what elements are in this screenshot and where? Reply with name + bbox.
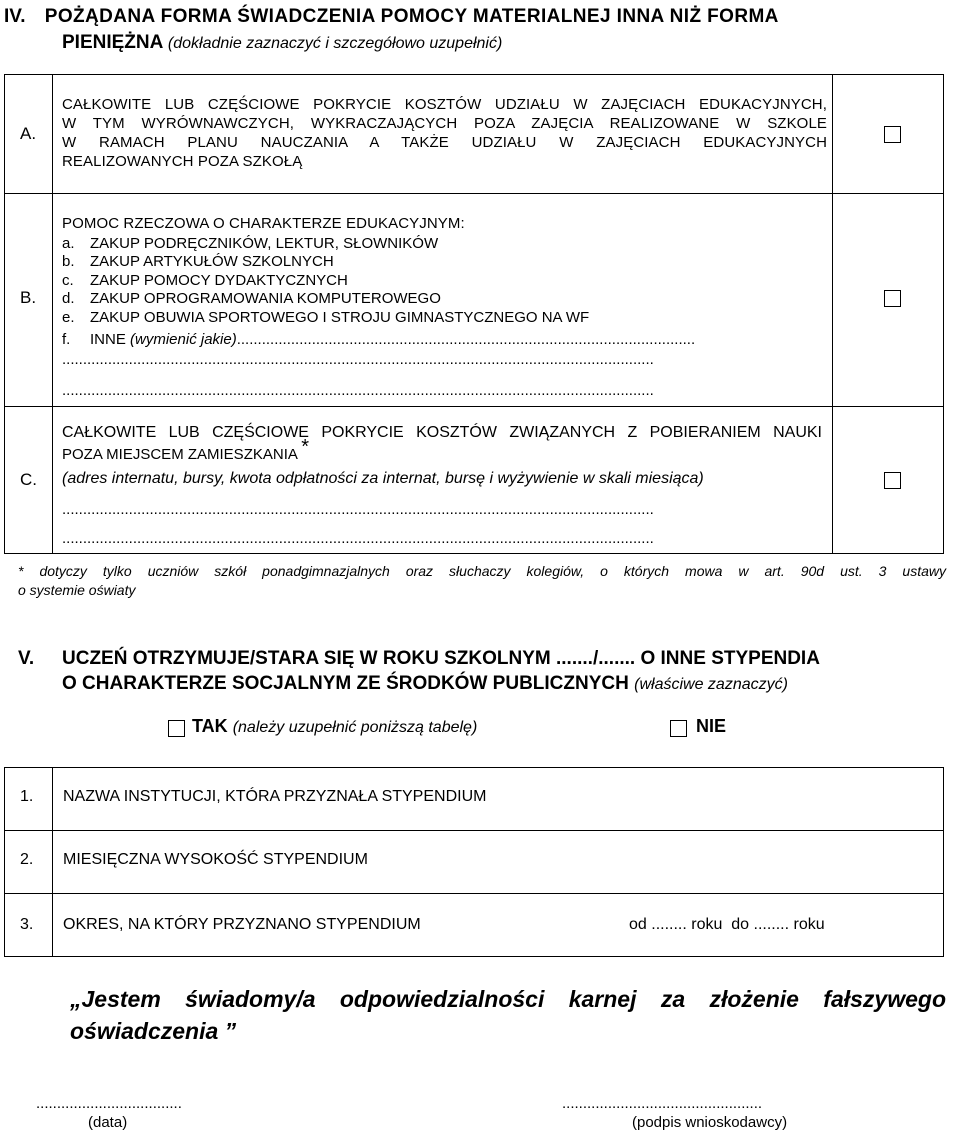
row-b-item-f-dots: .............................................................................................................. — [236, 331, 696, 348]
signature-label: (podpis wnioskodawcy) — [632, 1114, 788, 1131]
footnote-line-1: * dotyczy tylko uczniów szkół ponadgimnazjalnych oraz słuchaczy kolegiów, o których mowa w art. 90d ust. 3 ustawy — [18, 563, 946, 579]
stipend-table-divider — [52, 767, 53, 957]
section-4-number: IV. — [4, 6, 26, 27]
section-4-note: (dokładnie zaznaczyć i szczegółowo uzupełnić) — [167, 35, 503, 52]
stipend-row-divider-1 — [4, 830, 944, 831]
row-b-letter: B. — [20, 288, 37, 307]
row-b-item-b — [62, 253, 334, 271]
tak-option — [192, 716, 477, 737]
row-b-item-f-label: f. — [62, 331, 71, 348]
row-b-item-a-label: a. — [62, 235, 75, 252]
row-divider-bc — [4, 406, 944, 407]
stipend-row-1-num: 1. — [20, 788, 34, 805]
section-4-title-line2 — [62, 32, 502, 54]
section-5-note: (właściwe zaznaczyć) — [634, 676, 788, 693]
stipend-row-3-label: OKRES, NA KTÓRY PRZYZNANO STYPENDIUM — [63, 916, 421, 933]
row-a-letter: A. — [20, 124, 37, 143]
row-b-item-e — [62, 309, 589, 327]
section-4-title-word: PIENIĘŻNA — [62, 32, 163, 53]
nie-checkbox[interactable] — [670, 720, 687, 737]
row-b-item-a — [62, 235, 438, 253]
section-5-line-1 — [18, 648, 946, 670]
row-b-item-e-text: ZAKUP OBUWIA SPORTOWEGO I STROJU GIMNASTYCZNEGO NA WF — [90, 309, 590, 326]
row-b-item-b-text: ZAKUP ARTYKUŁÓW SZKOLNYCH — [90, 253, 334, 270]
row-b-item-d-text: ZAKUP OPROGRAMOWANIA KOMPUTEROWEGO — [90, 290, 441, 307]
stipend-row-2-label: MIESIĘCZNA WYSOKOŚĆ STYPENDIUM — [63, 851, 368, 868]
row-c-star: * — [301, 436, 310, 458]
stipend-row-1-label: NAZWA INSTYTUCJI, KTÓRA PRZYZNAŁA STYPENDIUM — [63, 788, 487, 805]
table-divider-right — [832, 74, 833, 554]
row-c-letter: C. — [20, 470, 37, 489]
footnote-line-2: o systemie oświaty — [18, 582, 136, 598]
row-a-checkbox[interactable] — [884, 126, 901, 143]
row-a-line-2: W TYM WYRÓWNAWCZYCH, WYKRACZAJĄCYCH POZA ZAJĘCIA REALIZOWANE W SZKOLE — [62, 115, 827, 132]
declaration-line-2: oświadczenia ” — [70, 1018, 237, 1044]
section-5-title: UCZEŃ OTRZYMUJE/STARA SIĘ W ROKU SZKOLNYM ......./....... O INNE STYPENDIA — [62, 648, 820, 669]
tak-note: (należy uzupełnić poniższą tabelę) — [232, 719, 478, 736]
row-b-dots-line-2[interactable]: .............................................................................................................................................. — [62, 382, 654, 399]
row-c-dots-line-2[interactable]: .............................................................................................................................................. — [62, 530, 654, 547]
stipend-row-3-num: 3. — [20, 916, 34, 933]
stipend-row-2-num: 2. — [20, 851, 34, 868]
row-b-intro: POMOC RZECZOWA O CHARAKTERZE EDUKACYJNYM: — [62, 215, 465, 232]
section-5-number: V. — [18, 648, 35, 669]
row-b-checkbox[interactable] — [884, 290, 901, 307]
row-c-line-3: (adres internatu, bursy, kwota odpłatności za internat, bursę i wyżywienie w skali miesiąca) — [62, 470, 704, 487]
date-dots[interactable]: ................................... — [36, 1095, 182, 1112]
stipend-row-3-period[interactable]: od ........ roku do ........ roku — [629, 916, 825, 933]
row-b-item-f-italic: (wymienić jakie) — [130, 331, 237, 348]
row-b-item-d-label: d. — [62, 290, 75, 307]
section-5-line-2 — [62, 673, 788, 695]
row-divider-ab — [4, 193, 944, 194]
date-label: (data) — [88, 1114, 128, 1131]
tak-label: TAK — [192, 716, 228, 736]
row-a-line-1: CAŁKOWITE LUB CZĘŚCIOWE POKRYCIE KOSZTÓW UDZIAŁU W ZAJĘCIACH EDUKACYJNYCH, — [62, 96, 827, 113]
row-b-item-f-text: INNE — [90, 331, 126, 348]
row-c-line-2-text: POZA MIEJSCEM ZAMIESZKANIA — [62, 446, 298, 463]
signature-dots[interactable]: ................................................ — [562, 1095, 763, 1112]
row-a-text — [62, 95, 827, 171]
row-a-line-4: REALIZOWANYCH POZA SZKOŁĄ — [62, 153, 303, 170]
tak-checkbox[interactable] — [168, 720, 185, 737]
row-b-item-f — [62, 331, 822, 349]
section-4-title-line1: POŻĄDANA FORMA ŚWIADCZENIA POMOCY MATERIALNEJ INNA NIŻ FORMA — [44, 6, 779, 27]
section-4-heading — [4, 6, 948, 28]
row-b-item-e-label: e. — [62, 309, 75, 326]
row-c-checkbox[interactable] — [884, 472, 901, 489]
nie-label: NIE — [696, 716, 727, 736]
stipend-row-divider-2 — [4, 893, 944, 894]
row-a-line-3: W RAMACH PLANU NAUCZANIA A TAKŻE UDZIAŁU W ZAJĘCIACH EDUKACYJNYCH — [62, 134, 827, 151]
table-divider-left — [52, 74, 53, 554]
row-b-item-a-text: ZAKUP PODRĘCZNIKÓW, LEKTUR, SŁOWNIKÓW — [90, 235, 439, 252]
row-c-dots-line-1[interactable]: .............................................................................................................................................. — [62, 501, 654, 518]
declaration-line-1: „Jestem świadomy/a odpowiedzialności karnej za złożenie fałszywego — [70, 986, 946, 1012]
row-b-item-d — [62, 290, 441, 308]
section-5-subtitle: O CHARAKTERZE SOCJALNYM ZE ŚRODKÓW PUBLICZNYCH — [62, 673, 629, 694]
row-b-item-c-label: c. — [62, 272, 74, 289]
row-c-line-1: CAŁKOWITE LUB CZĘŚCIOWE POKRYCIE KOSZTÓW ZWIĄZANYCH Z POBIERANIEM NAUKI — [62, 424, 822, 441]
row-b-item-c — [62, 272, 348, 290]
row-b-item-b-label: b. — [62, 253, 75, 270]
row-b-item-c-text: ZAKUP POMOCY DYDAKTYCZNYCH — [90, 272, 348, 289]
row-c-line-2 — [62, 436, 310, 463]
row-b-dots-line-1[interactable]: .............................................................................................................................................. — [62, 351, 654, 368]
